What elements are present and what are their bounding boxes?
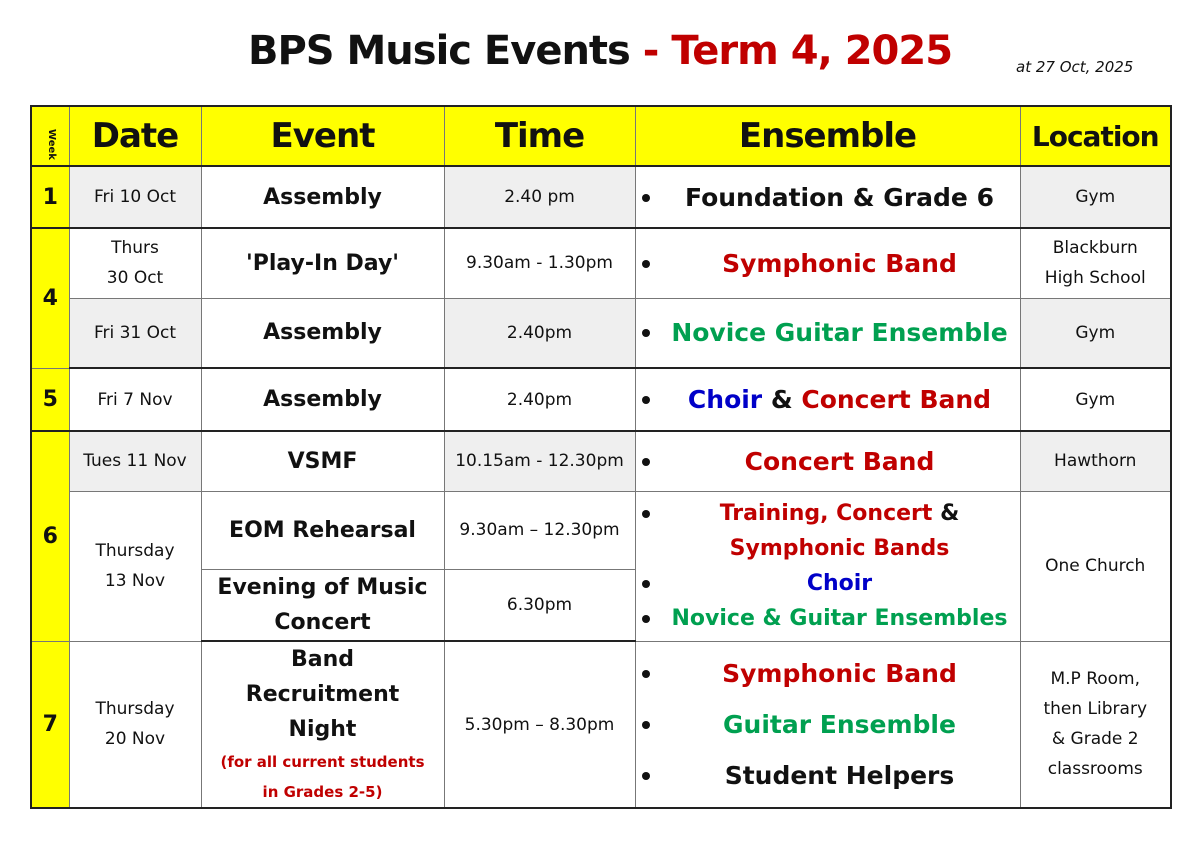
col-ensemble: Ensemble	[635, 106, 1020, 166]
col-location: Location	[1020, 106, 1171, 166]
week-number: 1	[31, 166, 69, 228]
location-cell: Blackburn High School	[1020, 228, 1171, 298]
col-week: Week	[31, 106, 69, 166]
event-cell: EOM Rehearsal	[201, 491, 444, 569]
as-of-date: at 27 Oct, 2025	[1016, 58, 1134, 76]
date-cell: Fri 7 Nov	[69, 368, 201, 431]
ensemble-cell	[635, 298, 1020, 368]
ensemble-item: Concert Band	[640, 444, 1016, 479]
title-dash: -	[629, 28, 672, 74]
ensemble-cell	[635, 166, 1020, 228]
ensemble-item: Guitar Ensemble	[640, 699, 1016, 750]
ensemble-cell	[635, 641, 1020, 808]
week-number: 6	[31, 431, 69, 641]
title-row	[0, 28, 1200, 88]
event-note: in Grades 2-5)	[262, 783, 383, 801]
ensemble-item: Student Helpers	[640, 750, 1016, 801]
table-row	[31, 166, 1171, 228]
event-cell: Band Recruitment Night (for all current students in Grades 2-5)	[201, 641, 444, 808]
table-row	[31, 491, 1171, 569]
week-number: 7	[31, 641, 69, 808]
ensemble-item: Foundation & Grade 6	[640, 180, 1016, 215]
date-cell: Fri 31 Oct	[69, 298, 201, 368]
event-cell: 'Play-In Day'	[201, 228, 444, 298]
week-number: 4	[31, 228, 69, 368]
event-cell: Assembly	[201, 166, 444, 228]
location-cell: Hawthorn	[1020, 431, 1171, 491]
time-cell: 10.15am - 12.30pm	[444, 431, 635, 491]
col-date: Date	[69, 106, 201, 166]
time-cell: 2.40pm	[444, 368, 635, 431]
ensemble-cell	[635, 228, 1020, 298]
ensemble-cell	[635, 368, 1020, 431]
ensemble-item: Novice Guitar Ensemble	[640, 315, 1016, 350]
time-cell: 2.40 pm	[444, 166, 635, 228]
ensemble-cell	[635, 491, 1020, 641]
col-time: Time	[444, 106, 635, 166]
time-cell: 2.40pm	[444, 298, 635, 368]
date-cell: Fri 10 Oct	[69, 166, 201, 228]
ensemble-item: Novice & Guitar Ensembles	[640, 601, 1016, 636]
time-cell: 9.30am – 12.30pm	[444, 491, 635, 569]
date-cell: Thursday 20 Nov	[69, 641, 201, 808]
event-note: (for all current students	[220, 753, 425, 771]
time-cell: 9.30am - 1.30pm	[444, 228, 635, 298]
ensemble-cell	[635, 431, 1020, 491]
col-event: Event	[201, 106, 444, 166]
ensemble-item: Training, Concert & Symphonic Bands	[640, 496, 1016, 566]
table-row	[31, 298, 1171, 368]
table-row	[31, 228, 1171, 298]
ensemble-item: Symphonic Band	[640, 246, 1016, 281]
title-term: Term 4, 2025	[671, 28, 953, 74]
event-cell: Evening of Music Concert	[201, 569, 444, 641]
ensemble-item: Symphonic Band	[640, 648, 1016, 699]
table-row	[31, 431, 1171, 491]
location-cell: Gym	[1020, 166, 1171, 228]
time-cell: 5.30pm – 8.30pm	[444, 641, 635, 808]
event-cell: Assembly	[201, 368, 444, 431]
date-cell: Thursday 13 Nov	[69, 491, 201, 641]
location-cell: M.P Room, then Library & Grade 2 classrooms	[1020, 641, 1171, 808]
events-table	[30, 105, 1172, 809]
title-main: BPS Music Events	[247, 28, 630, 74]
location-cell: Gym	[1020, 368, 1171, 431]
table-header-row	[31, 106, 1171, 166]
ensemble-item: Choir	[640, 566, 1016, 601]
table-row	[31, 368, 1171, 431]
time-cell: 6.30pm	[444, 569, 635, 641]
date-cell: Tues 11 Nov	[69, 431, 201, 491]
location-cell: Gym	[1020, 298, 1171, 368]
date-cell: Thurs 30 Oct	[69, 228, 201, 298]
week-number: 5	[31, 368, 69, 431]
table-row	[31, 641, 1171, 808]
event-cell: VSMF	[201, 431, 444, 491]
location-cell: One Church	[1020, 491, 1171, 641]
ensemble-item: Choir & Concert Band	[640, 382, 1016, 417]
event-cell: Assembly	[201, 298, 444, 368]
